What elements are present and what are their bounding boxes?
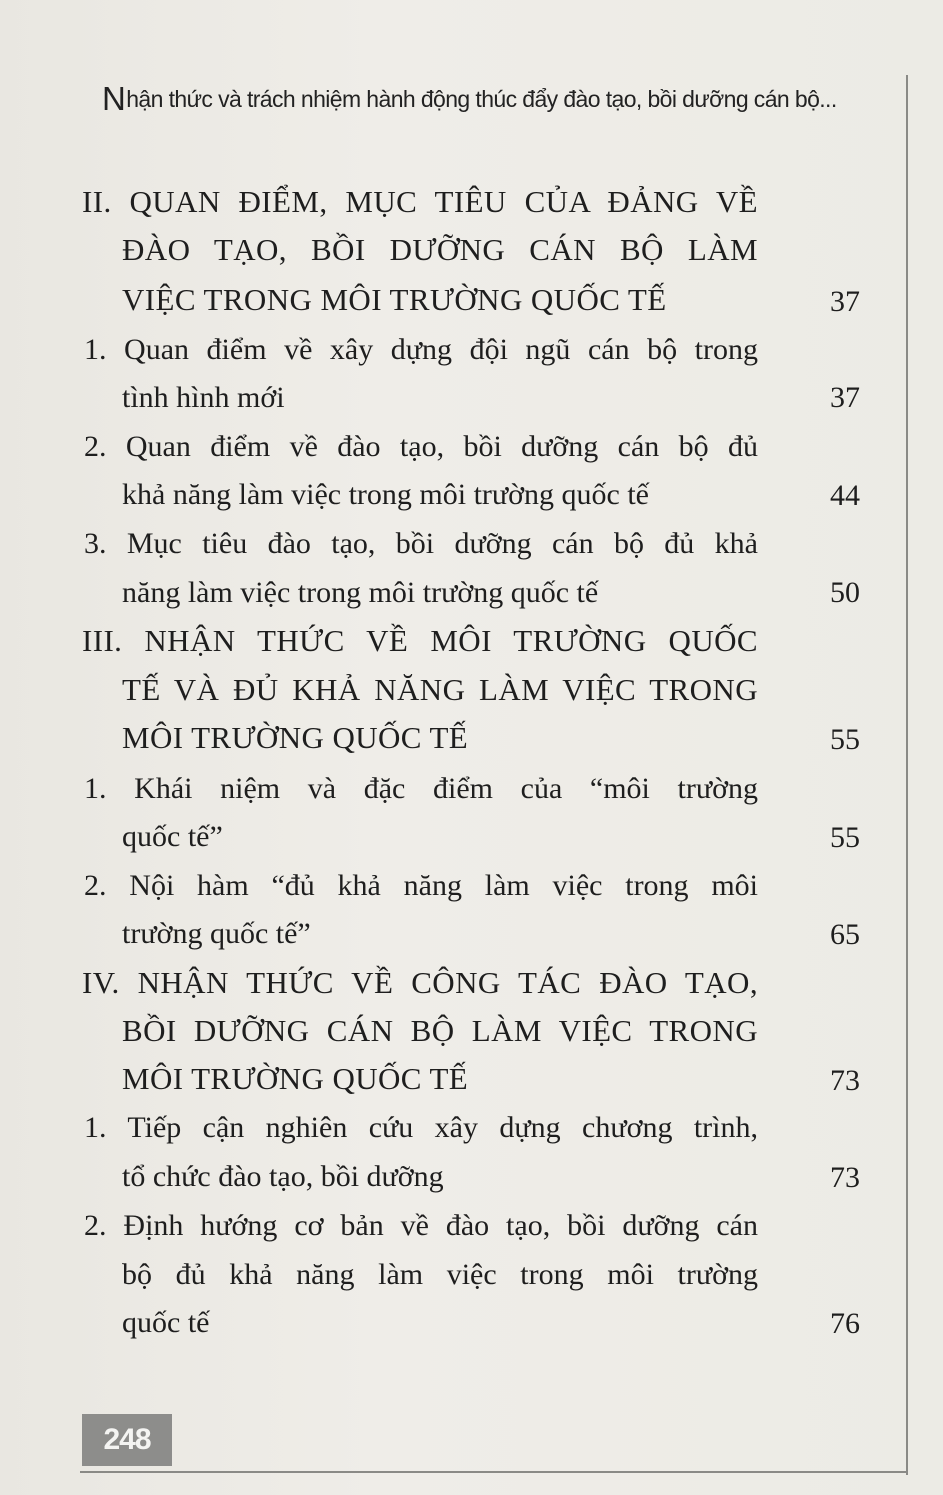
toc-item-line-1: 1. Khái niệm và đặc điểm của “môi trường [84, 772, 758, 805]
toc-page-number: 55 [830, 723, 860, 756]
toc-section-iv-line-3: MÔI TRƯỜNG QUỐC TẾ [122, 1061, 469, 1096]
toc-item-line-2: tình hình mới [122, 381, 285, 414]
toc-item-line-2: bộ đủ khả năng làm việc trong môi trường [122, 1258, 758, 1291]
page-number-badge: 248 [82, 1414, 172, 1466]
toc-page-number: 55 [830, 821, 860, 854]
toc-section-ii-line-1: II. QUAN ĐIỂM, MỤC TIÊU CỦA ĐẢNG VỀ [82, 184, 758, 219]
toc-item-line-2: khả năng làm việc trong môi trường quốc tế [122, 478, 649, 511]
toc-item-line-2: tổ chức đào tạo, bồi dưỡng [122, 1160, 444, 1193]
toc-section-ii-line-2: ĐÀO TẠO, BỒI DƯỠNG CÁN BỘ LÀM [122, 232, 758, 267]
toc-page-number: 50 [830, 576, 860, 609]
toc-item-line-2: quốc tế” [122, 820, 223, 853]
toc-page-number: 73 [830, 1161, 860, 1194]
toc-section-iii-line-1: III. NHẬN THỨC VỀ MÔI TRƯỜNG QUỐC [82, 623, 758, 658]
toc-item-line-3: quốc tế [122, 1306, 210, 1339]
toc-item-line-1: 1. Quan điểm về xây dựng đội ngũ cán bộ trong [84, 333, 758, 366]
running-head-initial: N [102, 80, 126, 117]
toc-section-ii-line-3: VIỆC TRONG MÔI TRƯỜNG QUỐC TẾ [122, 282, 667, 317]
toc-page-number: 44 [830, 479, 860, 512]
running-head-text: hận thức và trách nhiệm hành động thúc đẩy đào tạo, bồi dưỡng cán bộ... [126, 86, 837, 112]
toc-item-line-2: năng làm việc trong môi trường quốc tế [122, 576, 599, 609]
toc-page-number: 65 [830, 918, 860, 951]
toc-page-number: 37 [830, 285, 860, 318]
toc-section-iv-line-2: BỒI DƯỠNG CÁN BỘ LÀM VIỆC TRONG [122, 1013, 758, 1048]
toc-page-number: 37 [830, 381, 860, 414]
toc-page-number: 73 [830, 1064, 860, 1097]
toc-item-line-1: 1. Tiếp cận nghiên cứu xây dựng chương trình, [84, 1111, 758, 1144]
toc-page-number: 76 [830, 1307, 860, 1340]
toc-section-iv-line-1: IV. NHẬN THỨC VỀ CÔNG TÁC ĐÀO TẠO, [82, 965, 758, 1000]
toc-section-iii-line-3: MÔI TRƯỜNG QUỐC TẾ [122, 720, 469, 755]
toc-section-iii-line-2: TẾ VÀ ĐỦ KHẢ NĂNG LÀM VIỆC TRONG [122, 672, 758, 707]
toc-item-line-2: trường quốc tế” [122, 917, 311, 950]
toc-item-line-1: 3. Mục tiêu đào tạo, bồi dưỡng cán bộ đủ khả [84, 527, 758, 560]
toc-item-line-1: 2. Định hướng cơ bản về đào tạo, bồi dưỡng cán [84, 1209, 758, 1242]
toc-item-line-1: 2. Quan điểm về đào tạo, bồi dưỡng cán bộ đủ [84, 430, 758, 463]
toc-item-line-1: 2. Nội hàm “đủ khả năng làm việc trong môi [84, 869, 758, 902]
